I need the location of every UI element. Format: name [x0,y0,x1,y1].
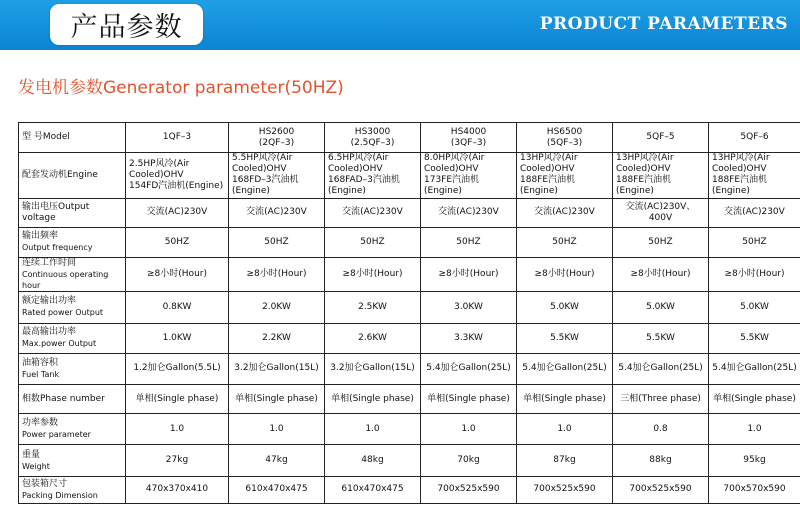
row-label-line: Continuous operating hour [22,270,109,291]
table-cell [325,353,421,384]
table-row [19,123,800,153]
table-row [19,323,800,353]
table-cell [229,153,325,198]
table-cell [421,353,517,384]
table-cell [421,258,517,292]
row-label [19,227,126,257]
table-cell [126,123,229,153]
cell-line: 47kg [265,455,288,466]
table-cell [126,227,229,257]
cell-line: ≥8小时(Hour) [534,269,595,280]
row-label-line: 额定输出功率 [22,296,77,307]
table-cell [325,292,421,323]
table-cell [421,198,517,227]
cell-line: 交流(AC)230V [146,207,208,218]
table-cell [421,385,517,414]
cell-line: (2QF–3) [258,137,295,148]
cell-line: 1QF–3 [162,132,192,143]
cell-line: 单相(Single phase) [713,393,796,404]
table-row [19,414,800,445]
table-cell [325,323,421,353]
cell-line: 13HP风冷(Air Cooled)OHV [616,153,674,175]
table-cell [709,414,800,445]
cell-line: 13HP风冷(Air Cooled)OHV [712,153,770,175]
row-label-line: Weight [22,461,50,471]
cell-line: 1.0 [169,423,185,434]
table-cell [325,476,421,503]
table-cell [517,292,613,323]
table-cell [229,353,325,384]
row-label-line: Packing Dimension [22,490,98,500]
table-cell [613,476,709,503]
table-cell [517,198,613,227]
cell-line: ≥8小时(Hour) [438,269,499,280]
table-cell [517,414,613,445]
cell-line: 95kg [743,455,766,466]
table-cell [613,292,709,323]
cell-line: 3.2加仑Gallon(15L) [234,363,319,374]
cell-line: HS4000 [450,126,487,137]
cell-line: 5.5HP风冷(Air Cooled)OHV [232,153,293,175]
table-cell [126,292,229,323]
table-cell [613,153,709,198]
cell-line: 88kg [649,455,672,466]
row-label [19,445,126,476]
table-cell [709,153,800,198]
row-label [19,353,126,384]
cell-line: 50HZ [552,236,577,247]
cell-line: 5.0KW [550,301,579,312]
cell-line: 1.0 [557,423,572,434]
table-cell [613,123,709,153]
table-cell [613,385,709,414]
row-label [19,292,126,323]
cell-line: 700x570x590 [723,484,786,495]
row-label [19,414,126,445]
table-cell [517,227,613,257]
page-title: 产品参数 [70,12,183,43]
table-row [19,385,800,414]
table-cell [229,445,325,476]
cell-line: 交流(AC)230V [342,207,403,218]
cell-line: 1.0 [365,423,380,434]
cell-line: 2.6KW [358,332,387,343]
row-label [19,323,126,353]
table-cell [421,323,517,353]
row-label-line: 重量 [22,449,41,460]
cell-line: 168FD–3汽油机(Engine) [232,175,299,197]
row-label [19,153,126,198]
table-row [19,445,800,476]
table-cell [229,414,325,445]
cell-line: 173FE汽油机(Engine) [424,175,480,197]
cell-line: 5.5KW [646,332,675,343]
banner-english-title: PRODUCT PARAMETERS [539,14,788,34]
table-cell [126,385,229,414]
table-cell [709,258,800,292]
table-cell [421,414,517,445]
table-cell [613,258,709,292]
table-row [19,258,800,292]
cell-line: 5.5KW [550,332,579,343]
table-cell [325,385,421,414]
table-cell [709,385,800,414]
row-label-line: Rated power Output [22,308,104,318]
cell-line: 0.8 [653,423,668,434]
table-row [19,227,800,257]
table-cell [709,476,800,503]
cell-line: 70kg [457,455,480,466]
cell-line: 5.4加仑Gallon(25L) [522,363,607,374]
table-cell [517,445,613,476]
cell-line: 5.4加仑Gallon(25L) [712,363,797,374]
cell-line: 5QF–5 [646,132,675,143]
table-cell [126,323,229,353]
cell-line: (5QF–3) [546,137,583,148]
row-label-line: 配套发动机Engine [22,169,98,180]
cell-line: HS3000 [354,126,391,137]
table-cell [325,258,421,292]
row-label-line: Power parameter [22,430,91,440]
row-label [19,476,126,503]
table-cell [229,258,325,292]
cell-line: 13HP风冷(Air Cooled)OHV [520,153,578,175]
table-cell [421,227,517,257]
table-cell [126,476,229,503]
cell-line: 单相(Single phase) [135,393,219,404]
cell-line: HS6500 [546,126,583,137]
cell-line: 5.0KW [646,301,675,312]
row-label-line: 输出电压Output voltage [22,201,90,223]
table-cell [517,123,613,153]
row-label-line: 油箱容积 [22,357,59,368]
row-label [19,385,126,414]
cell-line: ≥8小时(Hour) [630,269,691,280]
table-cell [613,445,709,476]
table-cell [709,227,800,257]
table-cell [709,123,800,153]
row-label-line: 输出频率 [22,231,59,242]
table-cell [517,353,613,384]
table-cell [709,353,800,384]
cell-line: 700x525x590 [437,484,500,495]
cell-line: 700x525x590 [629,484,692,495]
cell-line: 1.0 [461,423,476,434]
cell-line: (2.5QF–3) [350,137,395,148]
table-cell [229,323,325,353]
table-cell [126,198,229,227]
table-cell [229,198,325,227]
table-cell [325,227,421,257]
cell-line: 5.0KW [740,301,769,312]
cell-line: ≥8小时(Hour) [246,269,307,280]
cell-line: 3.3KW [454,332,483,343]
table-cell [517,323,613,353]
table-cell [613,198,709,227]
cell-line: 50HZ [648,236,673,247]
cell-line: 50HZ [164,236,190,247]
row-label [19,198,126,227]
cell-line: 0.8KW [162,301,192,312]
cell-line: 单相(Single phase) [427,393,510,404]
table-cell [421,445,517,476]
cell-line: 交流(AC)230V [438,207,499,218]
table-cell [325,153,421,198]
row-label-line: 包装箱尺寸 [22,478,68,489]
table-cell [325,198,421,227]
row-label [19,123,126,153]
cell-line: 单相(Single phase) [235,393,318,404]
cell-line: 单相(Single phase) [331,393,414,404]
row-label-line: 型 号Model [22,132,70,143]
table-cell [421,123,517,153]
cell-line: 168FAD–3汽油机(Engine) [328,175,400,197]
cell-line: 5QF–6 [740,132,769,143]
cell-line: 50HZ [264,236,289,247]
table-cell [421,153,517,198]
table-row [19,198,800,227]
cell-line: 5.4加仑Gallon(25L) [618,363,703,374]
cell-line: 3.2加仑Gallon(15L) [330,363,415,374]
table-cell [709,445,800,476]
table-cell [517,385,613,414]
table-cell [126,258,229,292]
cell-line: 87kg [553,455,576,466]
cell-line: 1.0 [269,423,284,434]
cell-line: 48kg [361,455,384,466]
row-label-line: 最高输出功率 [22,327,77,338]
cell-line: 6.5HP风冷(Air Cooled)OHV [328,153,389,175]
cell-line: 1.2加仑Gallon(5.5L) [133,363,221,374]
table-cell [709,292,800,323]
cell-line: 交流(AC)230V、400V [625,201,696,223]
table-cell [613,353,709,384]
row-label-line: 连续工作时间 [22,258,77,269]
title-box [50,4,203,45]
table-cell [421,476,517,503]
table-cell [517,153,613,198]
cell-line: 5.4加仑Gallon(25L) [426,363,511,374]
header-banner [0,0,800,50]
cell-line: 50HZ [742,236,767,247]
cell-line: 3.0KW [454,301,483,312]
cell-line: 188FE汽油机(Engine) [616,175,672,197]
cell-line: 50HZ [360,236,385,247]
cell-line: ≥8小时(Hour) [342,269,403,280]
cell-line: 单相(Single phase) [523,393,606,404]
cell-line: 470x370x410 [145,484,209,495]
cell-line: 1.0 [747,423,762,434]
cell-line: 8.0HP风冷(Air Cooled)OHV [424,153,485,175]
table-row [19,476,800,503]
cell-line: 2.5HP风冷(Air Cooled)OHV [129,158,190,180]
table-row [19,353,800,384]
table-cell [229,227,325,257]
table-cell [126,445,229,476]
cell-line: 2.2KW [262,332,291,343]
cell-line: 5.5KW [740,332,769,343]
cell-line: 154FD汽油机(Engine) [129,180,224,191]
cell-line: 交流(AC)230V [246,207,307,218]
cell-line: 交流(AC)230V [534,207,595,218]
table-cell [229,476,325,503]
table-cell [126,353,229,384]
section-subtitle: 发电机参数Generator parameter(50HZ) [18,78,344,98]
cell-line: 188FE汽油机(Engine) [712,175,768,197]
cell-line: 50HZ [456,236,481,247]
table-row [19,292,800,323]
table-cell [613,227,709,257]
row-label-line: Output frequency [22,243,93,253]
cell-line: 610x470x475 [341,484,404,495]
table-row [19,153,800,198]
row-label [19,258,126,292]
row-label-line: Fuel Tank [22,369,60,379]
table-cell [421,292,517,323]
table-cell [517,476,613,503]
row-label-line: 功率参数 [22,418,59,429]
cell-line: 三相(Three phase) [620,393,701,404]
table-cell [709,323,800,353]
table-cell [126,414,229,445]
table-cell [325,414,421,445]
cell-line: 27kg [165,455,189,466]
cell-line: 2.5KW [358,301,387,312]
cell-line: (3QF–3) [450,137,487,148]
cell-line: 交流(AC)230V [724,207,785,218]
table-cell [126,153,229,198]
table-cell [229,385,325,414]
cell-line: 700x525x590 [533,484,596,495]
table-cell [229,292,325,323]
cell-line: 1.0KW [162,332,192,343]
cell-line: 610x470x475 [245,484,308,495]
table-cell [325,445,421,476]
table-cell [229,123,325,153]
cell-line: 2.0KW [262,301,291,312]
table-cell [709,198,800,227]
table-cell [325,123,421,153]
row-label-line: Max.power Output [22,339,97,349]
parameter-table [18,122,800,504]
row-label-line: 相数Phase number [22,393,105,404]
cell-line: 188FE汽油机(Engine) [520,175,576,197]
cell-line: ≥8小时(Hour) [724,269,785,280]
table-cell [613,414,709,445]
table-cell [517,258,613,292]
table-cell [613,323,709,353]
cell-line: ≥8小时(Hour) [147,269,207,280]
cell-line: HS2600 [258,126,295,137]
